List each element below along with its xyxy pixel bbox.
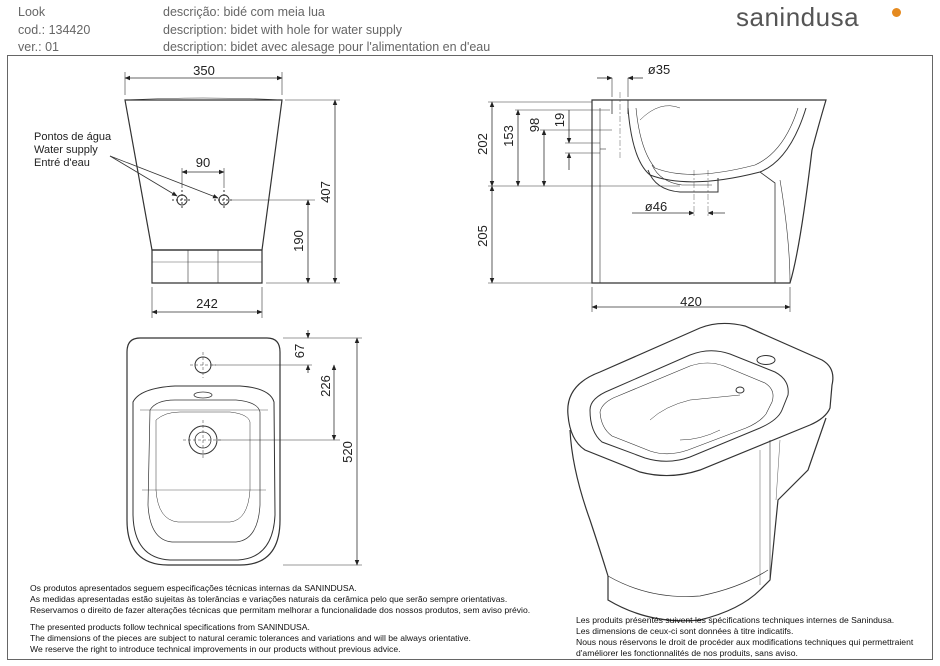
side-view-bowl [628,108,806,182]
side-view [488,78,826,312]
description-en: description: bidet with hole for water supply [163,23,403,37]
dim-67: 67 [292,343,307,359]
description-pt: descrição: bidé com meia lua [163,5,325,19]
dim-width-top: 350 [193,63,215,78]
top-view-drain [183,420,223,460]
perspective-bowl [590,351,788,462]
dim-supply-height: 190 [291,230,306,252]
note-en-2: The dimensions of the pieces are subject to natural ceramic tolerances and variations and will be always orientative. [30,633,471,643]
dim-supply-spacing: 90 [195,155,211,170]
top-view-bowl-inner [148,400,260,542]
dim-height-total: 407 [318,181,333,203]
brand-logo: sanindusa [736,2,860,32]
note-en-3: We reserve the right to introduce technical improvements in our products without previous advice. [30,644,401,654]
front-view-body [125,100,282,250]
dim-226: 226 [318,375,333,397]
top-view [127,330,362,565]
dim-hole-diameter: ø35 [647,62,671,77]
dim-19: 19 [552,112,567,128]
perspective-body [570,418,826,621]
front-view [110,72,340,318]
water-label-en: Water supply [34,144,98,156]
note-fr-4: d'améliorer les fonctionnalités de nos produits, sans aviso. [576,648,798,658]
description-fr: description: bidet avec alesage pour l'alimentation en d'eau [163,40,491,54]
top-view-outline [127,338,280,565]
front-view-foot [152,250,262,283]
dim-202: 202 [475,133,490,155]
note-pt-1: Os produtos apresentados seguem especificações técnicas internas da SANINDUSA. [30,583,357,593]
note-fr-3: Nous nous réservons le droit de procéder aux modifications techniques qui permettraient [576,637,914,647]
water-label-fr: Entré d'eau [34,157,90,169]
note-pt-3: Reservamos o direito de fazer alterações técnicas que permitam melhorar a funcionalidade dos nossos produtos, sem aviso prévio. [30,605,531,615]
dim-width-base: 242 [196,296,218,311]
dim-205: 205 [475,225,490,247]
dim-98: 98 [527,117,542,133]
note-pt-2: As medidas apresentadas estão sujeitas às tolerâncias e variações naturais da cerâmica pelo que serão sempre orientativas. [30,594,508,604]
front-view-supply-left [172,190,192,210]
dim-520: 520 [340,441,355,463]
dim-depth: 420 [680,294,702,309]
dim-outlet-diameter: ø46 [644,199,668,214]
note-en-1: The presented products follow technical specifications from SANINDUSA. [30,622,310,632]
product-code: cod.: 134420 [18,23,91,37]
note-fr-2: Les dimensions de ceux-ci sont données à titre indicatifs. [576,626,794,636]
product-version: ver.: 01 [18,40,59,54]
perspective-view [568,323,833,620]
water-label-pt: Pontos de água [34,131,112,143]
product-name: Look [18,5,46,19]
note-fr-1: Les produits présentés suivent les spécifications techniques internes de Sanindusa. [576,615,895,625]
dim-153: 153 [501,125,516,147]
